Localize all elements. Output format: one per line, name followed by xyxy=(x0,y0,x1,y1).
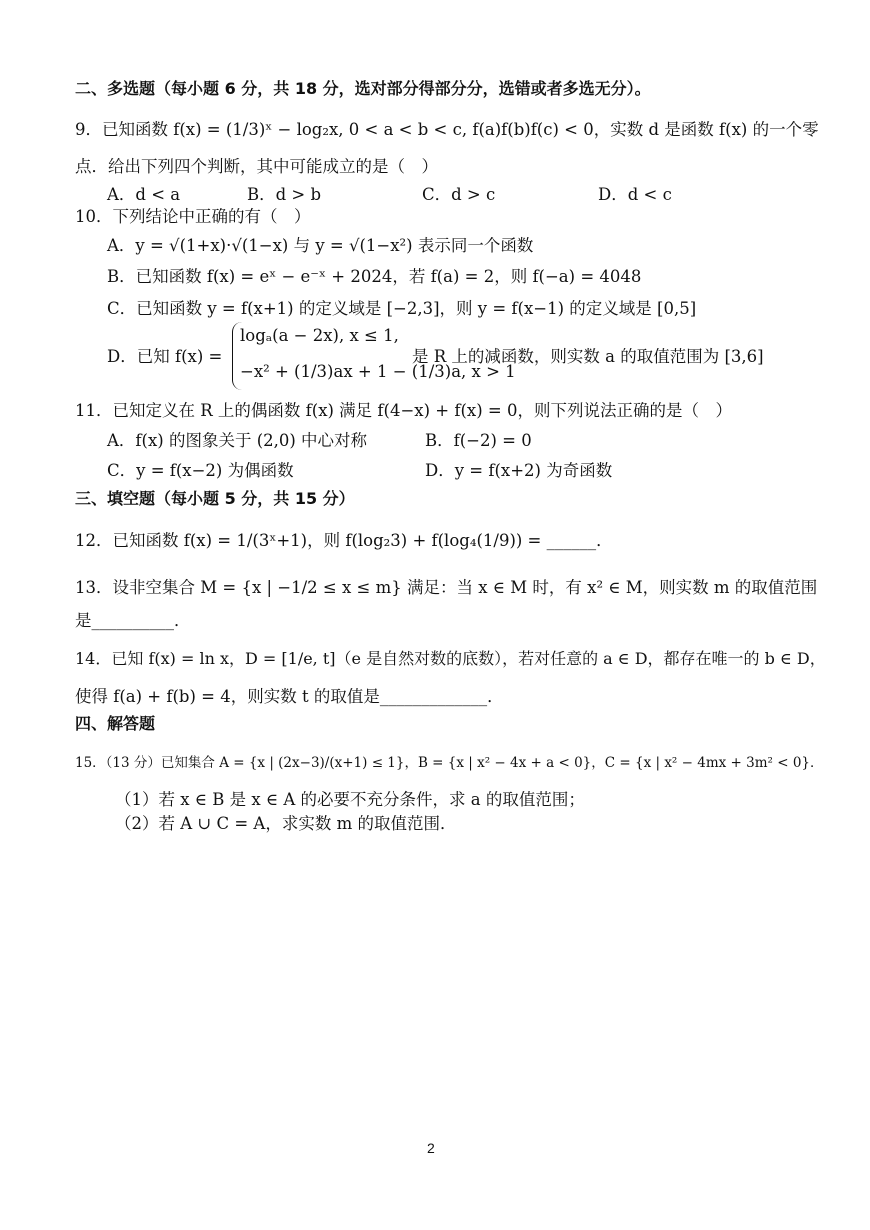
section-header-answer: 四、解答题 xyxy=(75,714,156,733)
question-10-option-d-suffix: 是 R 上的减函数，则实数 a 的取值范围为 [3,6] xyxy=(412,347,764,366)
question-11-option-c: C．y = f(x−2) 为偶函数 xyxy=(107,461,294,480)
question-10-option-b: B．已知函数 f(x) = eˣ − e⁻ˣ + 2024，若 f(a) = 2，则 f(−a) = 4048 xyxy=(107,267,642,286)
question-14-line-1: 14．已知 f(x) = ln x，D = [1/e, t]（e 是自然对数的底数），若对任意的 a ∈ D，都存在唯一的 b ∈ D， xyxy=(75,649,826,668)
question-9-line-2: 点．给出下列四个判断，其中可能成立的是（ ） xyxy=(75,157,438,176)
section-header-fill-blank: 三、填空题（每小题 5 分，共 15 分） xyxy=(75,489,355,508)
question-15-part-1: （1）若 x ∈ B 是 x ∈ A 的必要不充分条件，求 a 的取值范围； xyxy=(115,790,585,809)
question-10-option-a: A．y = √(1+x)·√(1−x) 与 y = √(1−x²) 表示同一个函数 xyxy=(107,236,534,255)
page-number: 2 xyxy=(427,1140,435,1156)
question-12: 12．已知函数 f(x) = 1/(3ˣ+1)，则 f(log₂3) + f(log₄(1/9)) = ______． xyxy=(75,531,613,550)
question-9-option-b: B．d > b xyxy=(247,185,322,204)
question-9-option-c: C．d > c xyxy=(422,185,496,204)
question-10-option-d-prefix: D．已知 f(x) = xyxy=(107,347,223,366)
question-13-line-1: 13．设非空集合 M = {x | −1/2 ≤ x ≤ m} 满足：当 x ∈ M 时，有 x² ∈ M，则实数 m 的取值范围 xyxy=(75,578,818,597)
question-10-stem: 10．下列结论中正确的有（ ） xyxy=(75,207,311,226)
question-11-option-d: D．y = f(x+2) 为奇函数 xyxy=(425,461,613,480)
question-14-line-2: 使得 f(a) + f(b) = 4，则实数 t 的取值是_____________． xyxy=(75,687,504,706)
question-9-option-a: A．d < a xyxy=(107,185,181,204)
section-header-multiple-choice: 二、多选题（每小题 6 分，共 18 分，选对部分得部分分，选错或者多选无分）。 xyxy=(75,79,651,98)
question-9-option-d: D．d < c xyxy=(598,185,672,204)
question-11-option-a: A．f(x) 的图象关于 (2,0) 中心对称 xyxy=(107,431,368,450)
question-15-stem: 15．（13 分）已知集合 A = {x | (2x−3)/(x+1) ≤ 1}，B = {x | x² − 4x + a < 0}，C = {x | x² − 4mx + 3m² < 0}． xyxy=(75,755,824,771)
question-15-part-2: （2）若 A ∪ C = A，求实数 m 的取值范围． xyxy=(115,814,457,833)
question-13-line-2: 是__________． xyxy=(75,611,191,630)
question-11-option-b: B．f(−2) = 0 xyxy=(425,431,532,450)
question-10-option-d-case-2: −x² + (1/3)ax + 1 − (1/3)a, x > 1 xyxy=(240,362,516,381)
question-9-line-1: 9．已知函数 f(x) = (1/3)ˣ − log₂x, 0 < a < b < c, f(a)f(b)f(c) < 0，实数 d 是函数 f(x) 的一个零 xyxy=(75,120,819,139)
question-10-option-d-case-1: logₐ(a − 2x), x ≤ 1, xyxy=(240,326,399,345)
question-11-stem: 11．已知定义在 R 上的偶函数 f(x) 满足 f(4−x) + f(x) = 0，则下列说法正确的是（ ） xyxy=(75,401,732,420)
question-10-option-c: C．已知函数 y = f(x+1) 的定义域是 [−2,3]，则 y = f(x−1) 的定义域是 [0,5] xyxy=(107,299,697,318)
